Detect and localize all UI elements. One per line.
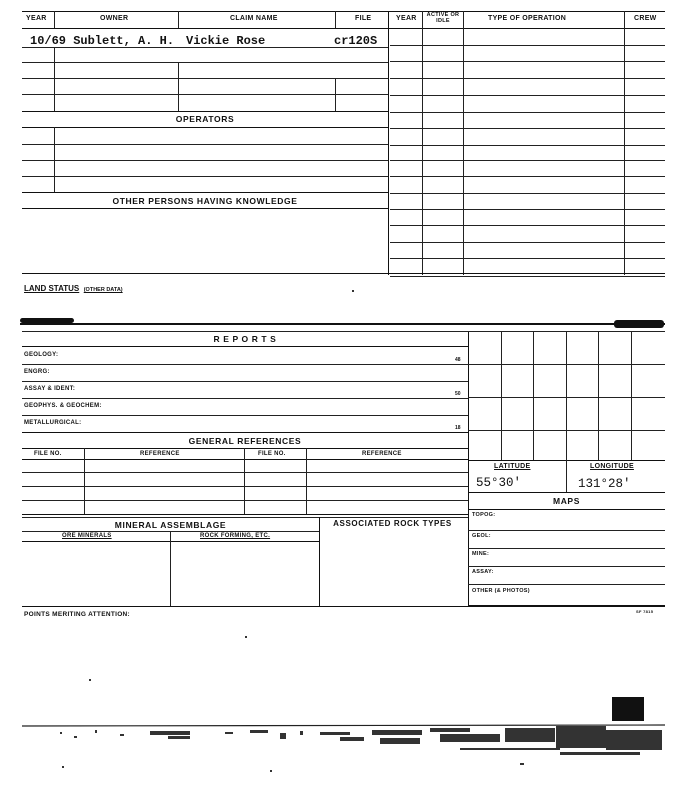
land-status-label: LAND STATUS (OTHER DATA) xyxy=(24,284,123,293)
ref-col-file-no-2: FILE NO. xyxy=(258,451,286,457)
header-year-right: YEAR xyxy=(396,15,417,22)
table-top-border xyxy=(22,11,665,12)
ref-col-reference: REFERENCE xyxy=(140,451,180,457)
header-bottom-border xyxy=(22,28,665,29)
scan-noise-band xyxy=(0,718,678,778)
file-entry: cr120S xyxy=(334,34,378,48)
longitude-label: LONGITUDE xyxy=(590,463,634,470)
header-crew: CREW xyxy=(634,15,657,22)
operators-title: OPERATORS xyxy=(175,114,235,124)
report-row-label: ASSAY & IDENT: xyxy=(24,386,76,392)
owner-entry: 10/69 Sublett, A. H. xyxy=(30,34,175,48)
report-row-label: ENGRG: xyxy=(24,369,50,375)
maps-row-label: GEOL: xyxy=(472,533,491,539)
maps-row-label: MINE: xyxy=(472,551,490,557)
mineral-assemblage-title: MINERAL ASSEMBLAGE xyxy=(114,520,227,530)
rock-forming-label: ROCK FORMING, ETC. xyxy=(200,533,271,539)
report-row-label: GEOPHYS. & GEOCHEM: xyxy=(24,403,102,409)
form-code: SF 7815 xyxy=(636,609,654,614)
report-row-label: METALLURGICAL: xyxy=(24,420,82,426)
points-meriting-attention-label: POINTS MERITING ATTENTION: xyxy=(24,611,131,618)
ref-col-reference-2: REFERENCE xyxy=(362,451,402,457)
latitude-label: LATITUDE xyxy=(494,463,531,470)
report-row-label: GEOLOGY: xyxy=(24,352,59,358)
latitude-value: 55°30' xyxy=(476,476,522,490)
maps-row-label: ASSAY: xyxy=(472,569,494,575)
other-persons-title: OTHER PERSONS HAVING KNOWLEDGE xyxy=(112,196,298,206)
associated-rock-types-label: ASSOCIATED ROCK TYPES xyxy=(333,519,452,528)
claim-name-entry: Vickie Rose xyxy=(186,34,266,48)
maps-row-label: TOPOG: xyxy=(472,512,496,518)
header-type-of-operation: TYPE OF OPERATION xyxy=(488,15,567,22)
header-owner: OWNER xyxy=(100,15,129,22)
ref-col-file-no: FILE NO. xyxy=(34,451,62,457)
ore-minerals-label: ORE MINERALS xyxy=(62,533,112,539)
general-references-title: GENERAL REFERENCES xyxy=(188,436,302,446)
reports-title: R E P O R T S xyxy=(213,334,277,344)
header-claim-name: CLAIM NAME xyxy=(230,15,278,22)
longitude-value: 131°28' xyxy=(578,477,631,491)
header-year: YEAR xyxy=(26,15,47,22)
header-file: FILE xyxy=(355,15,372,22)
header-active-or-idle: ACTIVE OR IDLE xyxy=(426,12,460,24)
maps-row-label: OTHER (& PHOTOS) xyxy=(472,588,530,594)
maps-title: MAPS xyxy=(553,496,580,506)
